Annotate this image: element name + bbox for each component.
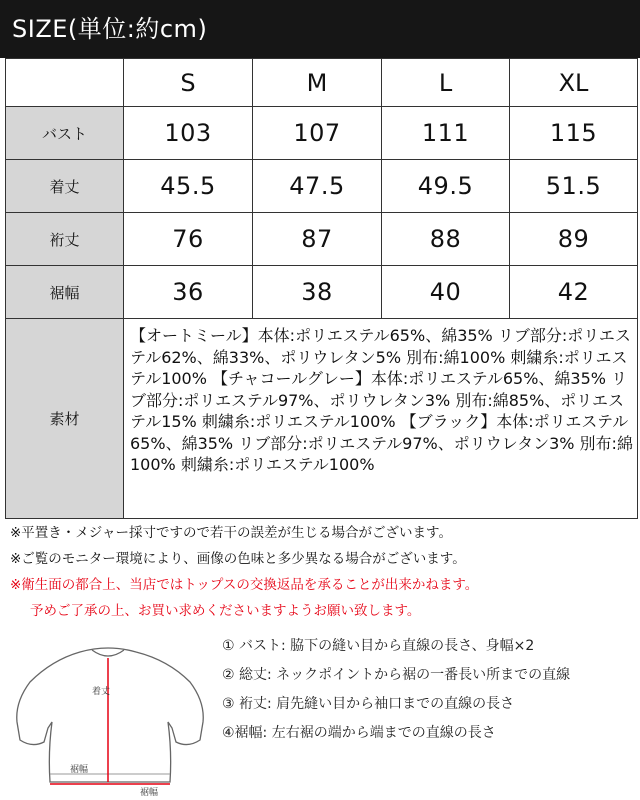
cell-sleeve-s: 76 (124, 213, 253, 266)
table-row-sleeve (6, 213, 638, 266)
cell-hem-l: 40 (382, 266, 510, 319)
cell-hem-m: 38 (253, 266, 382, 319)
size-l-header: L (382, 59, 510, 107)
size-table (5, 58, 638, 519)
cell-bust-s: 103 (124, 107, 253, 160)
table-row-bust (6, 107, 638, 160)
table-row-hem (6, 266, 638, 319)
cell-sleeve-m: 87 (253, 213, 382, 266)
cell-length-xl: 51.5 (510, 160, 638, 213)
cell-length-m: 47.5 (253, 160, 382, 213)
cell-bust-m: 107 (253, 107, 382, 160)
cell-length-s: 45.5 (124, 160, 253, 213)
cell-hem-s: 36 (124, 266, 253, 319)
row-label-length: 着丈 (6, 160, 124, 213)
sweater-illustration (10, 632, 210, 797)
measurement-legend (222, 636, 632, 752)
note-measurement: ※平置き・メジャー採寸ですので若干の誤差が生じる場合がございます。 (10, 525, 452, 541)
size-s-header: S (124, 59, 253, 107)
table-row-length (6, 160, 638, 213)
table-row-material (6, 319, 638, 519)
cell-hem-xl: 42 (510, 266, 638, 319)
size-xl-header: XL (510, 59, 638, 107)
size-m-header: M (253, 59, 382, 107)
legend-bust: ① バスト: 脇下の縫い目から直線の長さ、身幅×2 (222, 638, 535, 654)
note-acknowledge: 予めご了承の上、お買い求めくださいますようお願い致します。 (30, 603, 421, 619)
notes (10, 522, 635, 626)
diagram-hem-label-left: 裾幅 (70, 765, 89, 775)
measurement-diagram (10, 632, 210, 797)
cell-length-l: 49.5 (382, 160, 510, 213)
row-label-hem: 裾幅 (6, 266, 124, 319)
legend-hem-width: ④裾幅: 左右裾の端から端までの直線の長さ (222, 725, 496, 741)
row-label-material: 素材 (6, 319, 124, 519)
note-return-policy: ※衛生面の都合上、当店ではトップスの交換返品を承ることが出来かねます。 (10, 577, 479, 593)
table-corner (6, 59, 124, 107)
cell-bust-xl: 115 (510, 107, 638, 160)
row-label-sleeve: 裄丈 (6, 213, 124, 266)
legend-total-length: ② 総丈: ネックポイントから裾の一番長い所までの直線 (222, 667, 571, 683)
size-header-row (6, 59, 638, 107)
legend-sleeve-length: ③ 裄丈: 肩先縫い目から袖口までの直線の長さ (222, 696, 515, 712)
cell-sleeve-l: 88 (382, 213, 510, 266)
diagram-hem-label-right: 裾幅 (140, 788, 159, 797)
cell-sleeve-xl: 89 (510, 213, 638, 266)
cell-bust-l: 111 (382, 107, 510, 160)
material-text: 【オートミール】本体:ポリエステル65%、綿35% リブ部分:ポリエステル62%、綿33%、ポリウレタン5% 別布:綿100% 刺繍糸:ポリエステル100% 【チャコールグレー】本体:ポリエステル65%、綿35% リブ部分:ポリエステル97%、ポリウレタン3% 別布:綿85%、ポリエステル15% 刺繍糸:ポリエステル100% 【ブラック】本体:ポリエステル65%、綿35% リブ部分:ポリエステル97%、ポリウレタン3% 別布:綿100% 刺繍糸:ポリエステル100% (124, 319, 638, 519)
row-label-bust: バスト (6, 107, 124, 160)
diagram-length-label: 着丈 (92, 687, 111, 697)
note-monitor: ※ご覧のモニター環境により、画像の色味と多少異なる場合がございます。 (10, 551, 466, 567)
page-title: SIZE(単位:約cm) (0, 0, 640, 58)
